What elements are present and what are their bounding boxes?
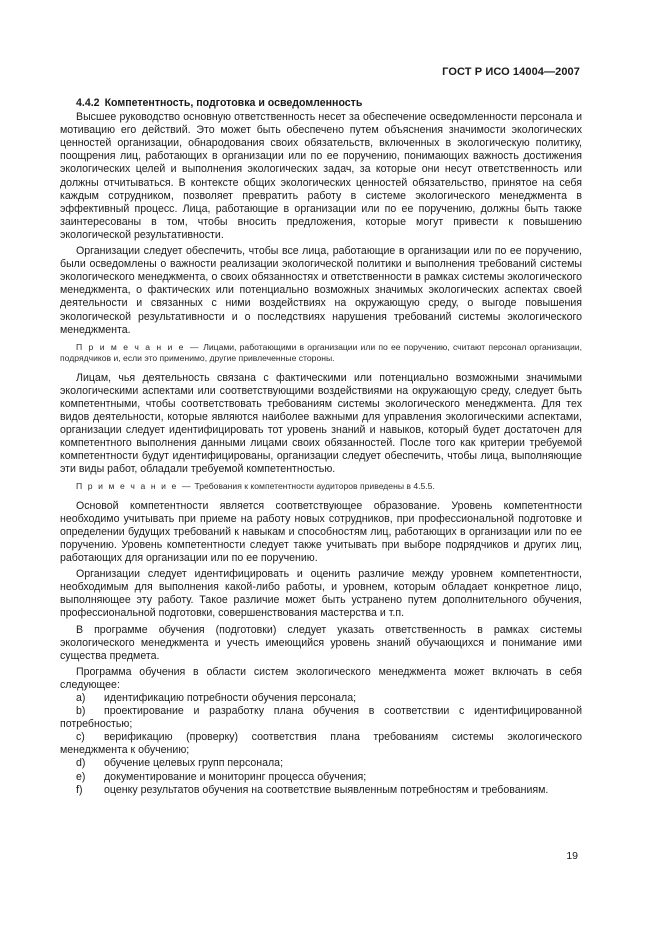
list-marker: e): [76, 770, 86, 783]
paragraph: Программа обучения в области систем экологического менеджмента может включать в себя следующее:: [60, 665, 582, 691]
note-label: П р и м е ч а н и е —: [76, 481, 193, 492]
list-item: [60, 757, 582, 770]
list-item: [60, 731, 582, 757]
list-marker: f): [76, 783, 83, 796]
paragraph: Лицам, чья деятельность связана с фактическими или потенциально возможными значимыми экологическими аспектами или соответствующими воздействиями на окружающую среду, следует быть компетентными, чтобы соответствовать требованиям системы экологического менеджмента. Для тех видов деятельности, которые являются наиболее важными для управления экологическими аспектами, организации следует идентифицировать тот уровень знаний и навыков, который будет достаточен для компетентного выполнения данными лицами своих обязанностей. После того как критерии требуемой компетентности будут идентифицированы, организации следует обеспечить, чтобы лица, выполняющие эти виды работ, обладали требуемой компетентностью.: [60, 371, 582, 476]
paragraph: Основой компетентности является соответствующее образование. Уровень компетентности необходимо учитывать при приеме на работу новых сотрудников, при профессиональной подготовке и определении будущих требований к навыкам и способностям лиц, работающих в организации или по ее поручению. Уровень компетентности следует также учитывать при выборе подрядчиков и других лиц, работающих для организации или по ее поручению.: [60, 499, 582, 565]
section-heading: [60, 97, 582, 110]
list-text: обучение целевых групп персонала;: [104, 757, 284, 770]
list-text: идентификацию потребности обучения персонала;: [104, 691, 357, 704]
page-content: [60, 97, 582, 797]
note: [60, 342, 582, 365]
list-text: оценку результатов обучения на соответствие выявленным потребностям и требованиям.: [104, 783, 549, 796]
list-text: проектирование и разработку плана обучения в соответствии с идентифицированной потребностью;: [60, 705, 582, 731]
list-marker: d): [76, 757, 86, 770]
list-marker: b): [76, 705, 86, 718]
note-label: П р и м е ч а н и е —: [76, 341, 201, 352]
paragraph: Организации следует обеспечить, чтобы все лица, работающие в организации или по ее поручению, были осведомлены о важности реализации экологической политики и выполнения требований системы экологического менеджмента, о своих обязанностях и ответственности в рамках системы экологического менеджмента, о фактических или потенциально возможных значимых экологических аспектах своей деятельности и связанных с ними воздействиях на окружающую среду, о выгоде повышения экологической результативности и о последствиях нарушения требований системы экологического менеджмента.: [60, 245, 582, 336]
note-text: Требования к компетентности аудиторов приведены в 4.5.5.: [194, 481, 435, 492]
paragraph: Высшее руководство основную ответственность несет за обеспечение осведомленности персонала и мотивацию его действий. Это может быть обеспечено путем объяснения значимости экологических ценностей организации, обнародования своих обязательств, включенных в экологическую политику, поощрения лиц, работающих в организации или по ее поручению, понимающих важность достижения экологических целей и выполнения экологических задач, за которые они несут ответственность или должны отчитываться. В контексте общих экологических ценностей обязательство, принятое на себя каждым сотрудником, позволяет превратить работу в системе экологического менеджмента в эффективный процесс. Лица, работающие в организации или по ее поручению, должны быть также заинтересованы в том, чтобы вносить предложения, которые могут привести к повышению экологической результативности.: [60, 111, 582, 241]
list-item: [60, 692, 582, 705]
list-marker: a): [76, 691, 86, 704]
list-text: верификацию (проверку) соответствия плана требованиям системы экологического менеджмента к обучению;: [60, 731, 582, 757]
note-text: Лицами, работающими в организации или по ее поручению, считают персонал организации, подрядчиков и, если это применимо, другие привлеченные стороны.: [60, 341, 582, 364]
paragraph: Организации следует идентифицировать и оценить различие между уровнем компетентности, необходимым для выполнения какой-либо работы, и уровнем, которым обладает конкретное лицо, выполняющее эту работу. Такое различие может быть устранено путем дополнительного обучения, профессиональной подготовки, совершенствования мастерства и т.п.: [60, 568, 582, 620]
list-item: [60, 784, 582, 797]
section-title: Компетентность, подготовка и осведомленность: [104, 97, 363, 109]
list-text: документирование и мониторинг процесса обучения;: [104, 770, 367, 783]
list-item: [60, 771, 582, 784]
list-marker: c): [76, 731, 85, 744]
list-item: [60, 705, 582, 731]
note: [60, 481, 582, 492]
page-number: 19: [566, 850, 578, 862]
section-number: 4.4.2: [76, 97, 100, 109]
paragraph: В программе обучения (подготовки) следует указать ответственность в рамках системы экологического менеджмента и учесть имеющийся уровень знаний обучающихся и понимание ими существа предмета.: [60, 623, 582, 662]
document-code-header: ГОСТ Р ИСО 14004—2007: [442, 66, 580, 78]
